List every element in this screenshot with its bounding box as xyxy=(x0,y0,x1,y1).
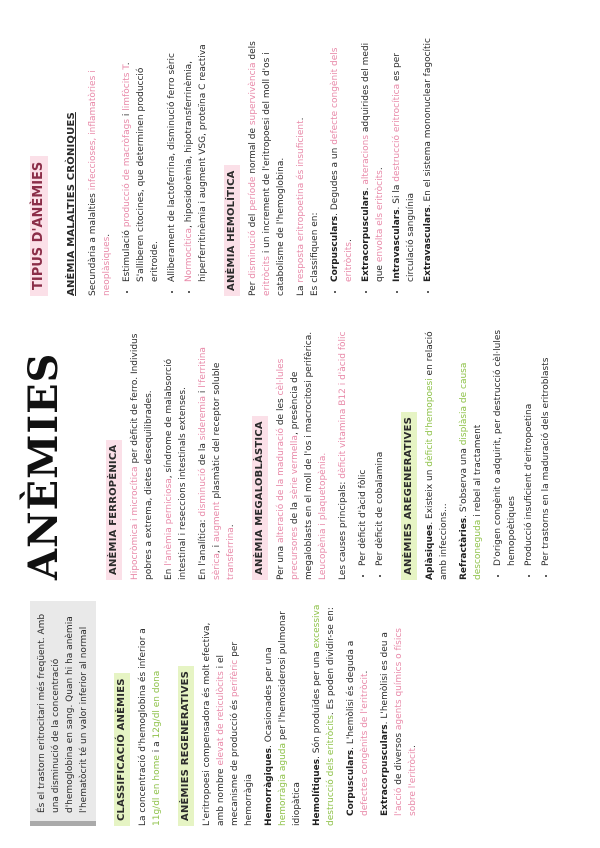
paragraph-hemorragiques: Hemorràgiques. Ocasionades per una hemorràgia aguda per l'hemosiderosi pulmonar idiopàtica xyxy=(264,611,302,826)
list-item: • Intravasculars. Si la destrucció eritrocítica es per circulació sanguínia xyxy=(390,24,418,282)
heading-classificacio: CLASSIFICACIÓ ANÈMIES xyxy=(114,673,130,826)
paragraph-aplasiques: Aplàsiques. Existeix un dèficit d'hemopoesi en relació amb infeccions... xyxy=(425,331,449,580)
list-item: • Corpusculars. Degudes a un defecte congènit dels eritròcits. xyxy=(328,24,356,282)
paragraph-hemolitiques: Hemolítiques. Són produïdes per una excessiva destrucció dels eritròcits. Es poden dividir-se en: xyxy=(312,604,336,826)
heading-hemolitica: ANÈMIA HEMOLÍTICA xyxy=(224,165,240,296)
paragraph-concentracio: La concentració d'hemoglobina és inferior a 11g/dl en home i a 12g/dl en dona xyxy=(138,628,162,826)
heading-ferropenica: ANÈMIA FERROPÈNICA xyxy=(106,440,122,580)
paragraph-refractaries: Refractàries. S'observa una displàsia de causa desconeguda i rebel al tractament xyxy=(459,362,483,580)
page-title: ANÈMIES xyxy=(20,352,67,580)
paragraph-ferro-1: Hipocròmica i microcítica per dèficit de ferro. Individus pobres a extrema, dietes desequilibrades. xyxy=(130,333,154,580)
paragraph-hemolitica-2: La resposta eritropoetina és insuficient. xyxy=(296,117,306,296)
heading-tipus: TIPUS D'ANÈMIES xyxy=(30,156,48,296)
list-item: • Normocítica, hiposidorèmia, hipotransferrinèmia, hiperferritinèmia i augment VSG, proteïna C reactiva xyxy=(182,24,210,282)
list-item: • Per dèficit de cobalamina xyxy=(373,328,387,566)
list-item: • Alliberament de lactoferrina, disminució ferro sèric xyxy=(165,24,179,282)
heading-megaloblastica: ANÈMIA MEGALOBLÀSTICA xyxy=(252,416,268,580)
heading-regeneratives: ANÈMIES REGENERATIVES xyxy=(178,666,194,826)
list-item: • Per dèficit d'àcid fòlic xyxy=(356,328,370,566)
column-left xyxy=(30,601,426,826)
intro-box xyxy=(30,601,96,826)
list-item: • Per trastorns en la maduració dels eritroblasts xyxy=(539,328,553,566)
paragraph-ferro-3: En l'analítica: disminució de la sideremia i l'ferritina sèrica, i augment plasmàtic del receptor soluble transferrina. xyxy=(198,347,236,580)
paragraph-hemolitica-1: Per disminució del període normal de supervivència dels eritròcits i un increment de l'eritropoesi del moll d'os i catabolisme de l'hemoglobina. xyxy=(248,41,286,296)
paragraph-mega-1: Per una alteració de la maduració de les cèl·lules precursores de la sèrie vermella, presència de megaloblasts en el moll de l'os i macrocitosi perifèrica. Leucopènia i plaquetopènia. xyxy=(276,331,328,580)
paragraph-mega-2: Les causes principals: dèficit vitamina B12 i d'àcid fòlic xyxy=(338,331,348,580)
list-item: • D'origen congènit o adquirit, per destrucció cèl·lules hemopoètiques xyxy=(491,328,519,566)
list-item: • Producció insuficient d'eritropoetina xyxy=(522,328,536,566)
intro-text: És el trastorn eritrocitari més freqüent. Amb una disminució de la concentració d'hemoglobina en sang. Quan hi ha anèmia l'hematòcrit té un valor inferior al normal xyxy=(37,613,89,813)
paragraph-eritropoesi: L'eritropoesi compensadora és molt efectiva, amb nombre elevat de reticulòcits i el mecanisme de producció és perifèric per hemorràgia xyxy=(202,622,254,826)
list-item: • Extracorpusculars. alteracions adquirides del medi que envolta els eritròcits. xyxy=(359,24,387,282)
list-item: • Extravasculars. En el sistema mononuclear fagocític xyxy=(421,24,435,282)
paragraph-croniques: Secundària a malalties infeccioses, inflamatòries i neoplàsiques. xyxy=(88,70,112,296)
column-middle xyxy=(98,328,559,580)
paragraph-corpusculars: Corpusculars. L'hemòlisi és deguda a defectes congènits de l'eritròcit. xyxy=(346,640,370,816)
paragraph-extracorpusculars: Extracorpusculars. L'hemòlisi es deu a l'acció de diversos agents químics o físics sobre l'eritròcit. xyxy=(380,628,418,816)
heading-aregeneratives: ANÈMIES AREGENERATIVES xyxy=(401,412,417,580)
list-item: • Estimulació producció de macròfags i limfòcits T. S'alliberen citocines, que determinen producció eritroide. xyxy=(120,24,162,282)
list-hemolitica xyxy=(328,24,435,296)
column-right xyxy=(30,24,441,296)
list-croniques xyxy=(120,24,210,296)
heading-croniques: ANÈMIA MALALTIES CRÒNIQUES xyxy=(66,112,77,296)
list-aregeneratives xyxy=(491,328,553,580)
paragraph-hemolitica-3: Es classifiquen en: xyxy=(310,212,320,296)
list-mega xyxy=(356,328,387,580)
paragraph-ferro-2: En l'anèmia perniciosa, síndrome de malabsorció intestinal i reseccions intestinals extenses. xyxy=(164,358,188,580)
